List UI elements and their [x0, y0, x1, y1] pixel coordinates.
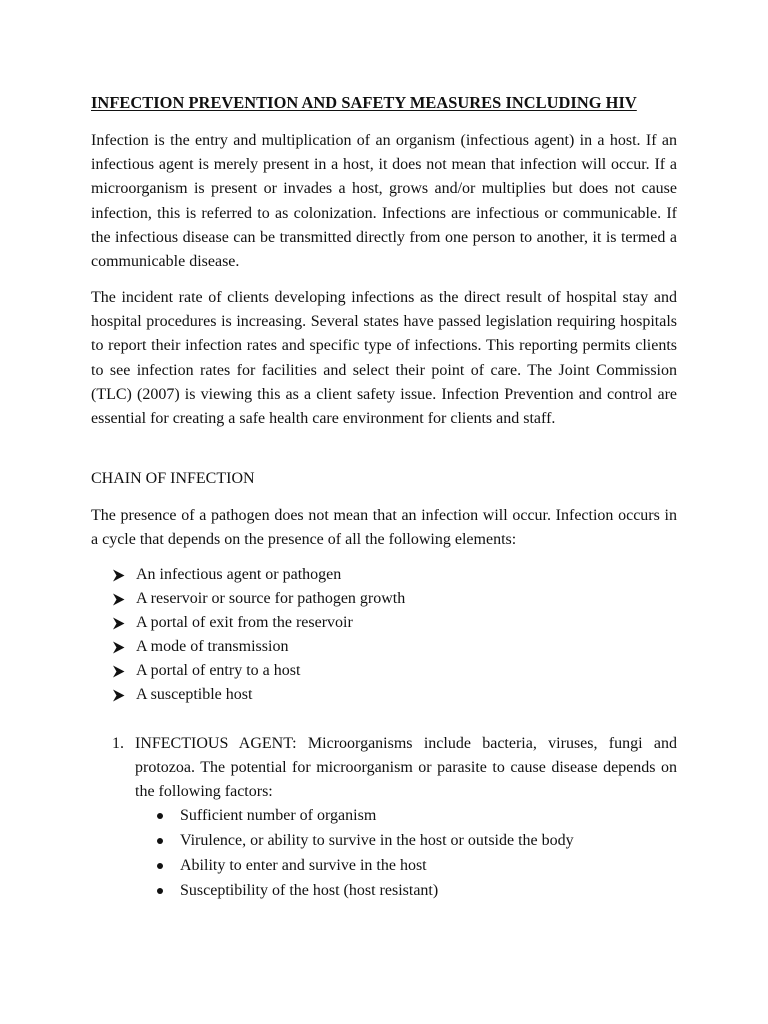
arrow-bullet-icon — [112, 641, 125, 654]
list-item — [157, 828, 574, 853]
bullet-dot-icon — [157, 838, 163, 844]
list-item-label: A reservoir or source for pathogen growth — [136, 590, 406, 607]
list-item-label: Ability to enter and survive in the host — [180, 857, 427, 874]
arrow-bullet-icon — [112, 665, 125, 678]
list-number: 1. — [112, 735, 124, 752]
list-item-label: A susceptible host — [136, 686, 253, 703]
list-item — [112, 659, 405, 683]
paragraph-pathogen-presence: The presence of a pathogen does not mean that an infection will occur. Infection occurs in a cycle that depends on the presence of all the following elements: — [91, 507, 677, 549]
list-item — [157, 878, 574, 903]
list-item — [112, 563, 405, 587]
section-heading-chain-of-infection: CHAIN OF INFECTION — [91, 470, 255, 487]
bullet-dot-icon — [157, 888, 163, 894]
list-item-label: Susceptibility of the host (host resistant) — [180, 882, 439, 899]
list-item — [157, 853, 574, 878]
arrow-bullet-icon — [112, 617, 125, 630]
numbered-item-text: INFECTIOUS AGENT: Microorganisms include bacteria, viruses, fungi and protozoa. The potential for microorganism or parasite to cause disease depends on the following factors: — [135, 735, 677, 800]
list-item-label: Sufficient number of organism — [180, 807, 377, 824]
list-item-label: A portal of entry to a host — [136, 662, 301, 679]
list-item — [112, 635, 405, 659]
arrow-bullet-icon — [112, 569, 125, 582]
paragraph-incident-rate: The incident rate of clients developing infections as the direct result of hospital stay and hospital procedures is increasing. Several states have passed legislation requiring hospitals to report their infection rates and specific type of infections. This reporting permits clients to see infection rates for facilities and select their point of care. The Joint Commission (TLC) (2007) is viewing this as a client safety issue. Infection Prevention and control are essential for creating a safe health care environment for clients and staff. — [91, 289, 677, 428]
list-item — [112, 683, 405, 707]
chain-elements-list — [112, 563, 405, 707]
list-item-label: A portal of exit from the reservoir — [136, 614, 353, 631]
list-item — [157, 803, 574, 828]
list-item-label: A mode of transmission — [136, 638, 289, 655]
list-item — [112, 587, 405, 611]
arrow-bullet-icon — [112, 593, 125, 606]
bullet-dot-icon — [157, 813, 163, 819]
arrow-bullet-icon — [112, 689, 125, 702]
list-item-label: Virulence, or ability to survive in the host or outside the body — [180, 832, 574, 849]
list-item-label: An infectious agent or pathogen — [136, 566, 342, 583]
list-item — [112, 611, 405, 635]
factors-list — [157, 803, 574, 903]
bullet-dot-icon — [157, 863, 163, 869]
document-title: INFECTION PREVENTION AND SAFETY MEASURES INCLUDING HIV — [91, 93, 637, 112]
paragraph-infection-definition: Infection is the entry and multiplication of an organism (infectious agent) in a host. If an infectious agent is merely present in a host, it does not mean that infection will occur. If a microorganism is present or invades a host, grows and/or multiplies but does not cause infection, this is referred to as colonization. Infections are infectious or communicable. If the infectious disease can be transmitted directly from one person to another, it is termed a communicable disease. — [91, 132, 677, 271]
